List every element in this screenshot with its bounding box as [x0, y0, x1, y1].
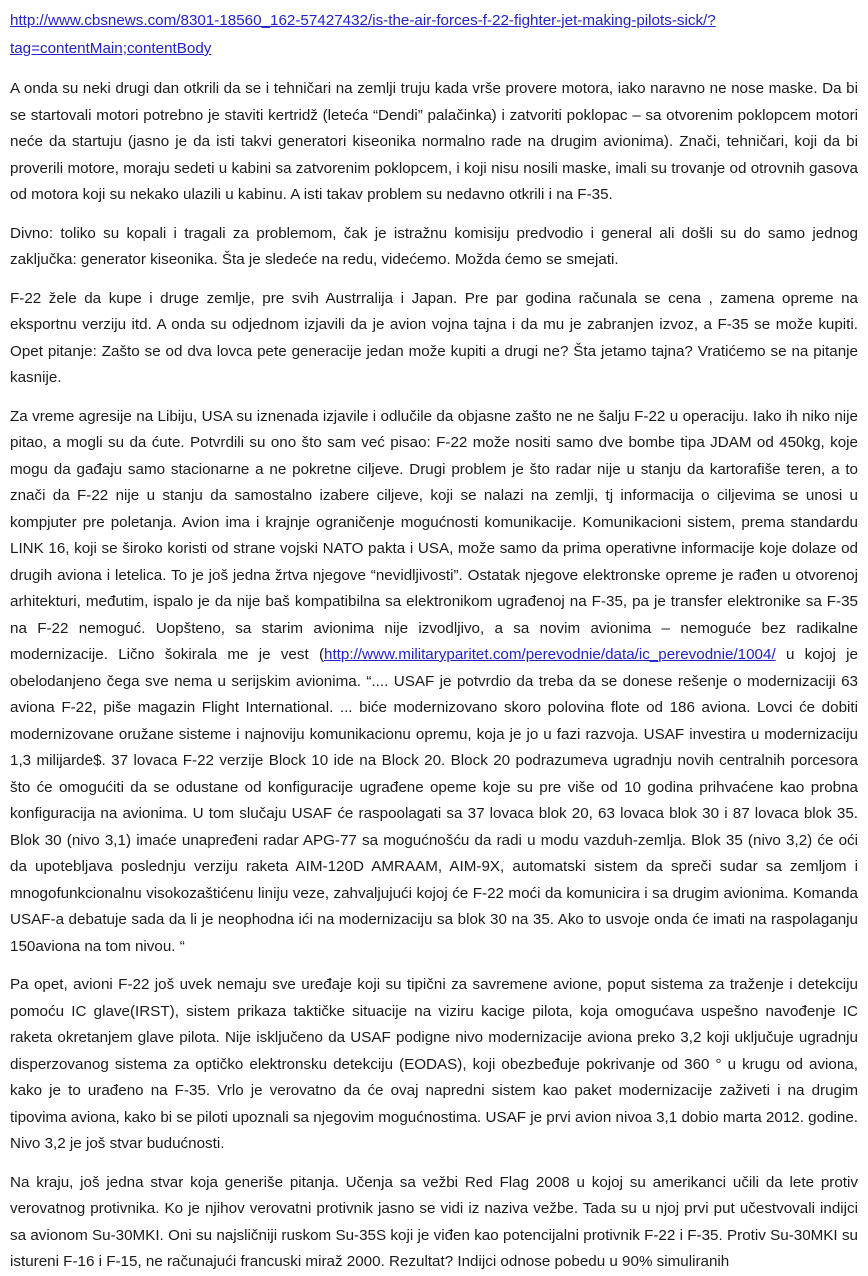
cbsnews-article-link[interactable]: http://www.cbsnews.com/8301-18560_162-57427432/is-the-air-forces-f-22-fighter-jet-making-pilots-sick/?tag=contentMain;contentBody	[10, 12, 716, 57]
paragraph-technicians-poisoning: A onda su neki drugi dan otkrili da se i tehničari na zemlji truju kada vrše provere motora, iako naravno ne nose maske. Da bi se startovali motori potrebno je staviti kertridž (leteća “Dendi” palačinka) i zatvoriti poklopac – sa otvorenim poklopcem motori neće da startuju (jasno je da isti takvi generatori kiseonika normalno rade na drugim avionima). Znači, tehničari, koji da bi proverili motore, moraju sedeti u kabini sa zatvorenim poklopcem, i koji nisu nosili maske, imali su trovanje od otrovnih gasova od motora koji su nekako ulazili u kabinu. A isti takav problem su nedavno otkrili i na F-35.	[10, 80, 858, 203]
militaryparitet-link[interactable]: http://www.militaryparitet.com/perevodnie/data/ic_perevodnie/1004/	[324, 646, 776, 663]
paragraph-4-text-after-link: u kojoj je obelodanjeno čega sve nema u serijskim avionima. “.... USAF je potvrdio da treba da se donese rešenje o modernizaciji 63 aviona F-22, piše magazin Flight International. ... biće modernizovano skoro polovina flote od 186 aviona. Lovci će dobiti modernizovane oružane sisteme i najnoviju komunikacionu opremu, koja je jo u fazi razvoja. USAF investira u modernizaciju 1,3 milijarde$. 37 lovaca F-22 verzije Block 10 ide na Block 20. Block 20 podrazumeva ugradnju novih centralnih porcesora što će omogućiti da se odustane od konfiguracije ugrađene opeme koje su pre više od 10 godina prihvaćene kao probna konfiguracija na avionima. U tom slučaju USAF će raspoolagati sa 37 lovaca blok 20, 63 lovaca blok 30 i 87 lovaca blok 35. Blok 30 (nivo 3,1) imaće unapređeni radar APG-77 sa mogućnošću da radi u modu vazduh-zemlja. Blok 35 (nivo 3,2) će oći da upotebljava poslednju verziju raketa AIM-120D AMRAAM, AIM-9X, automatski sistem da spreči sudar sa zemljom i mnogofunkcionalnu visokozaštićenu liniju veze, zahvaljujući kojoj će F-22 moći da komunicira i sa drugim avionima. Komanda USAF-a debatuje sada da li je neophodna ići na modernizaciju sa blok 30 na 35. Ako to usvoje onda će imati na raspolaganju 150aviona na tom nivou. “	[10, 646, 858, 955]
paragraph-red-flag-exercise: Na kraju, još jedna stvar koja generiše pitanja. Učenja sa vežbi Red Flag 2008 u kojoj su amerikanci učili da lete protiv verovatnog protivnika. Ko je njihov verovatni protivnik jasno se vidi iz naziva vežbe. Tada su u njoj prvi put učestvovali indijci sa avionom Su-30MKI. Oni su najsličniji ruskom Su-35S koji je viđen kao potencijalni protivnik F-22 i F-35. Protiv Su-30MKI su istureni F-16 i F-15, ne računajući francuski miraž 2000. Rezultat? Indijci odnose pobedu u 90% simuliranih	[10, 1173, 858, 1270]
paragraph-missing-equipment: Pa opet, avioni F-22 još uvek nemaju sve uređaje koji su tipični za savremene avione, poput sistema za traženje i detekciju pomoću IC glave(IRST), sistem prikaza taktičke situacije na viziru kacige pilota, koja omogućava uspešno navođenje IC raketa okretanjem glave pilota. Nije isključeno da USAF podigne nivo modernizacije aviona preko 3,2 koji uključuje ugradnju disperzovanog sistema za optičko elektronsku detekciju (EODAS), koji obezbeđuje pokrivanje od 360 ° u krugu od aviona, kako je to urađeno na F-35. Vrlo je verovatno da će ovaj napredni sistem kao paket modernizacije zaživeti i na drugim tipovima aviona, kako bi se piloti upoznali sa njegovim mogućnostima. USAF je prvi avion nivoa 3,1 dobio marta 2012. godine. Nivo 3,2 je još stvar budućnosti.	[10, 976, 858, 1152]
paragraph-4-text-before-link: Za vreme agresije na Libiju, USA su iznenada izjavile i odlučile da objasne zašto ne ne šalju F-22 u operaciju. Iako ih niko nije pitao, a mogli su da ćute. Potvrdili su ono što sam već pisao: F-22 može nositi samo dve bombe tipa JDAM od 450kg, koje mogu da gađaju samo stacionarne a ne pokretne ciljeve. Drugi problem je što radar nije u stanju da kartorafiše teren, a to znači da F-22 nije u stanju da samostalno izabere ciljeve, koji se nalazi na zemlji, tj informacija o ciljevima se unosi u kompjuter pre poletanja. Avion ima i krajnje ograničenje mogućnosti komunikacije. Komunikacioni sistem, prema standardu LINK 16, koji se široko koristi od strane vojski NATO pakta i USA, može samo da prima operativne informacije koje dolaze od drugih aviona i letelica. To je još jedna žrtva njegove “nevidljivosti”. Ostatak njegove elektronske opreme je rađen u otvorenoj arhitekturi, međutim, ispalo je da nije baš kompatibilna sa elektronikom ugrađenoj na F-35, pa je transfer elektronike sa F-35 na F-22 nemoguć. Uopšteno, sa starim avionima nije izvodljivo, a sa novim avionima – nemoguće bez radikalne modernizacije. Lično šokirala me je vest (	[10, 407, 858, 663]
paragraph-libya-and-modernization	[10, 404, 858, 961]
paragraph-export-ban: F-22 žele da kupe i druge zemlje, pre svih Austrralija i Japan. Pre par godina računala se cena , zamena opreme na eksportnu verziju itd. A onda su odjednom izjavili da je avion vojna tajna i da mu je zabranjen izvoz, a F-35 se može kupiti. Opet pitanje: Zašto se od dva lovca pete generacije jedan može kupiti a drugi ne? Šta jetamo tajna? Vratićemo se na pitanje kasnije.	[10, 289, 858, 386]
paragraph-investigation-conclusion: Divno: toliko su kopali i tragali za problemom, čak je istražnu komisiju predvodio i general ali došli su do samo jednog zaključka: generator kiseonika. Šta je sledeće na redu, videćemo. Možda ćemo se smejati.	[10, 224, 858, 268]
